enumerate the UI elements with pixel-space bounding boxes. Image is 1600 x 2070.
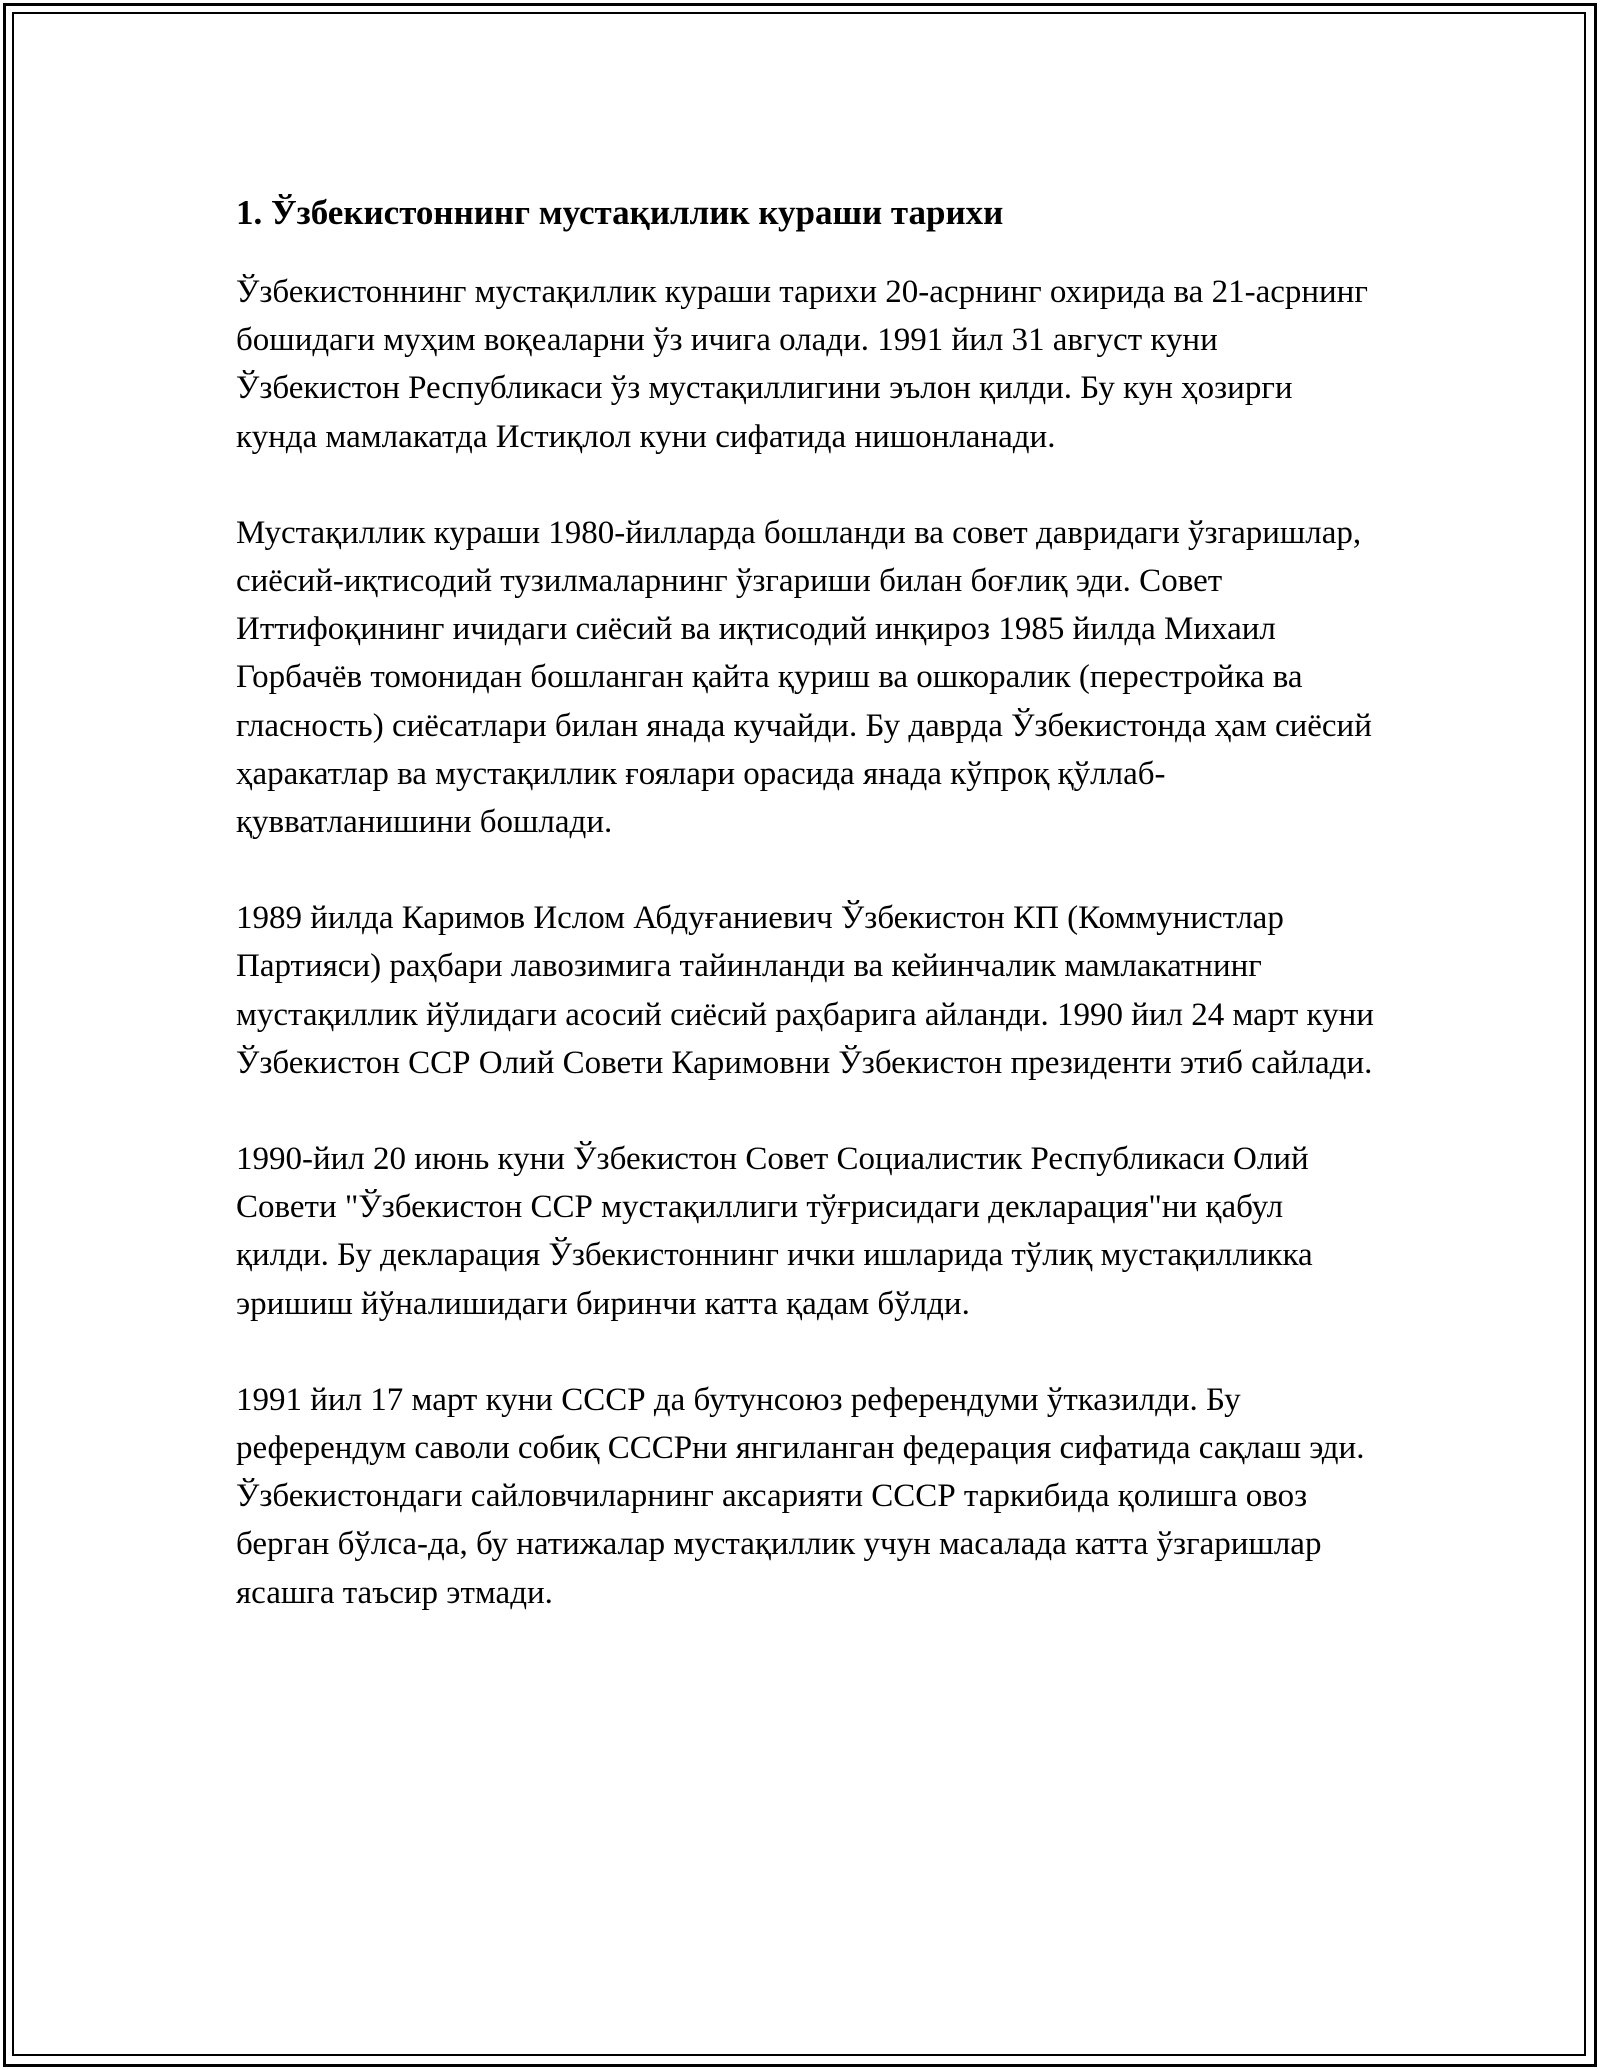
paragraph-4: 1990-йил 20 июнь куни Ўзбекистон Совет Социалистик Республикаси Олий Совети "Ўзбекистон ССР мустақиллиги тўғрисидаги декларация"ни қабул қилди. Бу декларация Ўзбекистоннинг ички ишларида тўлиқ мустақилликка эришиш йўналишидаги биринчи катта қадам бўлди. bbox=[236, 1141, 1313, 1322]
document-body bbox=[236, 188, 1376, 1665]
paragraph-1: Ўзбекистоннинг мустақиллик кураши тарихи 20-асрнинг охирида ва 21-асрнинг бошидаги муҳим воқеаларни ўз ичига олади. 1991 йил 31 август куни Ўзбекистон Республикаси ўз мустақиллигини эълон қилди. Бу кун ҳозирги кунда мамлакатда Истиқлол куни сифатида нишонланади. bbox=[236, 274, 1368, 455]
section-heading: 1. Ўзбекистоннинг мустақиллик кураши тарихи bbox=[236, 193, 1004, 232]
paragraph-3: 1989 йилда Каримов Ислом Абдуғаниевич Ўзбекистон КП (Коммунистлар Партияси) раҳбари лавозимига тайинланди ва кейинчалик мамлакатнинг мустақиллик йўлидаги асосий сиёсий раҳбарига айланди. 1990 йил 24 март куни Ўзбекистон ССР Олий Совети Каримовни Ўзбекистон президенти этиб сайлади. bbox=[236, 900, 1374, 1081]
paragraph-2: Мустақиллик кураши 1980-йилларда бошланди ва совет давридаги ўзгаришлар, сиёсий-иқтисодий тузилмаларнинг ўзгариши билан боғлиқ эди. Совет Иттифоқининг ичидаги сиёсий ва иқтисодий инқироз 1985 йилда Михаил Горбачёв томонидан бошланган қайта қуриш ва ошкоралик (перестройка ва гласность) сиёсатлари билан янада кучайди. Бу даврда Ўзбекистонда ҳам сиёсий ҳаракатлар ва мустақиллик ғоялари орасида янада кўпроқ қўллаб-қувватланишини бошлади. bbox=[236, 514, 1372, 841]
paragraph-5: 1991 йил 17 март куни СССР да бутунсоюз референдуми ўтказилди. Бу референдум саволи собиқ СССРни янгиланган федерация сифатида сақлаш эди. Ўзбекистондаги сайловчиларнинг аксарияти СССР таркибида қолишга овоз берган бўлса-да, бу натижалар мустақиллик учун масалада катта ўзгаришлар ясашга таъсир этмади. bbox=[236, 1381, 1365, 1611]
